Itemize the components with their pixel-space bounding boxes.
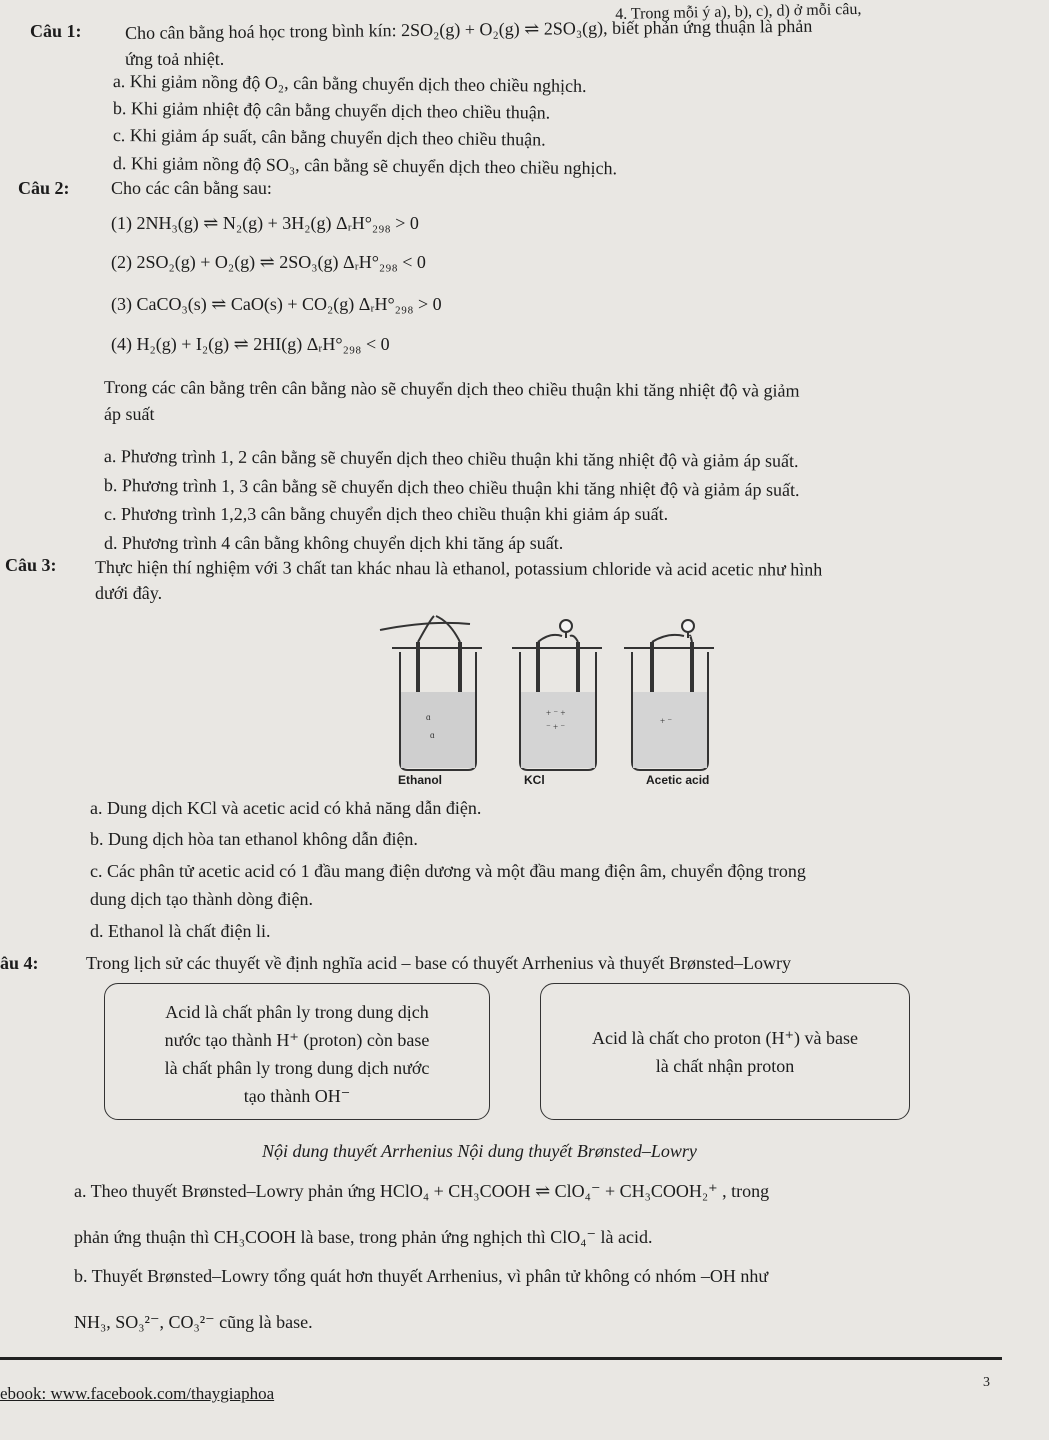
q3-stem-cont: dưới đây. <box>95 583 163 603</box>
q1-option-d: d. Khi giảm nồng độ SO₃, cân bằng sẽ chuyển dịch theo chiều nghịch. <box>112 152 618 179</box>
kcl-beaker <box>512 620 602 770</box>
q1-stem: Cho cân bằng hoá học trong bình kín: 2SO₂(g) + O₂(g) ⇌ 2SO₃(g), biết phản ứng thuận là phản <box>125 15 813 43</box>
q1-option-a: a. Khi giảm nồng độ O₂, cân bằng chuyển dịch theo chiều nghịch. <box>112 70 587 96</box>
ethanol-beaker <box>380 616 482 770</box>
arrhenius-definition-box <box>104 983 490 1120</box>
q4-option-b-cont: NH₃, SO₃²⁻, CO₃²⁻ cũng là base. <box>74 1312 313 1332</box>
arrhenius-line-2: nước tạo thành H⁺ (proton) còn base <box>164 1030 430 1050</box>
q2-option-d: d. Phương trình 4 cân bằng không chuyển dịch khi tăng áp suất. <box>104 533 564 553</box>
q3-option-b: b. Dung dịch hòa tan ethanol không dẫn điện. <box>90 829 418 849</box>
footer-facebook-link[interactable]: ebook: www.facebook.com/thaygiaphoa <box>0 1384 275 1403</box>
svg-text:⁻ + ⁻: ⁻ + ⁻ <box>546 722 566 732</box>
q2-equation-2: (2) 2SO₂(g) + O₂(g) ⇌ 2SO₃(g) ΔᵣH°₂₉₈ < 0 <box>111 252 426 272</box>
q2-option-a: a. Phương trình 1, 2 cân bằng sẽ chuyển dịch theo chiều thuận khi tăng nhiệt độ và giảm áp suất. <box>103 445 799 471</box>
q1-option-b: b. Khi giảm nhiệt độ cân bằng chuyển dịch theo chiều thuận. <box>112 97 551 123</box>
page-number: 3 <box>983 1375 990 1390</box>
bronsted-line-1: Acid là chất cho proton (H⁺) và base <box>592 1028 858 1048</box>
q4-stem: Trong lịch sử các thuyết về định nghĩa acid – base có thuyết Arrhenius và thuyết Brønsted–Lowry <box>86 953 791 973</box>
q2-stem: Cho các cân bằng sau: <box>111 178 272 198</box>
q3-option-c: c. Các phân tử acetic acid có 1 đầu mang điện dương và một đầu mang điện âm, chuyển động trong <box>90 861 806 881</box>
q2-question: Trong các cân bằng trên cân bằng nào sẽ chuyển dịch theo chiều thuận khi tăng nhiệt độ và giảm <box>103 377 800 401</box>
svg-text:+ ⁻: + ⁻ <box>660 716 673 726</box>
figure-label-kcl: KCl <box>524 773 545 787</box>
q2-equation-1: (1) 2NH₃(g) ⇌ N₂(g) + 3H₂(g) ΔᵣH°₂₉₈ > 0 <box>111 213 419 233</box>
q3-option-d: d. Ethanol là chất điện li. <box>90 921 271 941</box>
q3-option-c-cont: dung dịch tạo thành dòng điện. <box>90 889 313 909</box>
q2-option-b: b. Phương trình 1, 3 cân bằng sẽ chuyển dịch theo chiều thuận khi tăng nhiệt độ và giảm áp suất. <box>103 474 800 500</box>
header-note: 4. Trong mỗi ý a), b), c), d) ở mỗi câu, <box>615 0 862 23</box>
q1-label: Câu 1: <box>30 21 82 41</box>
svg-text:+ ⁻ +: + ⁻ + <box>546 708 566 718</box>
q3-stem: Thực hiện thí nghiệm với 3 chất tan khác nhau là ethanol, potassium chloride và acid acetic như hình <box>94 557 823 580</box>
q1-stem-cont: ứng toả nhiệt. <box>125 49 225 69</box>
q2-option-c: c. Phương trình 1,2,3 cân bằng chuyển dịch theo chiều thuận khi giảm áp suất. <box>104 504 669 524</box>
q1-option-c: c. Khi giảm áp suất, cân bằng chuyển dịch theo chiều thuận. <box>112 124 546 150</box>
q4-option-a: a. Theo thuyết Brønsted–Lowry phản ứng HClO₄ + CH₃COOH ⇌ ClO₄⁻ + CH₃COOH₂⁺ , trong <box>74 1181 770 1201</box>
svg-text:ɑ: ɑ <box>430 730 435 740</box>
q2-question-cont: áp suất <box>104 404 155 424</box>
bronsted-line-2: là chất nhận proton <box>655 1056 795 1076</box>
arrhenius-line-3: là chất phân ly trong dung dịch nước <box>164 1058 430 1078</box>
svg-text:ɑ: ɑ <box>426 712 431 722</box>
q3-label: Câu 3: <box>5 555 57 575</box>
q4-option-a-cont: phản ứng thuận thì CH₃COOH là base, trong phản ứng nghịch thì ClO₄⁻ là acid. <box>74 1227 653 1247</box>
q2-label: Câu 2: <box>18 178 70 198</box>
arrhenius-line-1: Acid là chất phân ly trong dung dịch <box>165 1002 429 1022</box>
q4-option-b: b. Thuyết Brønsted–Lowry tổng quát hơn thuyết Arrhenius, vì phân tử không có nhóm –OH như <box>74 1266 769 1286</box>
footer-divider <box>0 1357 1002 1360</box>
q4-label: âu 4: <box>0 953 39 973</box>
figure-label-ethanol: Ethanol <box>398 773 442 787</box>
arrhenius-line-4: tạo thành OH⁻ <box>243 1086 351 1106</box>
bronsted-lowry-definition-box <box>540 983 910 1120</box>
q3-option-a: a. Dung dịch KCl và acetic acid có khả năng dẫn điện. <box>90 798 482 818</box>
conductivity-experiment-figure <box>370 612 715 784</box>
acetic-acid-beaker <box>624 620 714 770</box>
q2-equation-3: (3) CaCO₃(s) ⇌ CaO(s) + CO₂(g) ΔᵣH°₂₉₈ > 0 <box>111 294 442 314</box>
q2-equation-4: (4) H₂(g) + I₂(g) ⇌ 2HI(g) ΔᵣH°₂₉₈ < 0 <box>111 334 390 354</box>
figure-label-acetic-acid: Acetic acid <box>646 773 710 787</box>
definition-boxes-caption: Nội dung thuyết Arrhenius Nội dung thuyết Brønsted–Lowry <box>262 1141 697 1161</box>
